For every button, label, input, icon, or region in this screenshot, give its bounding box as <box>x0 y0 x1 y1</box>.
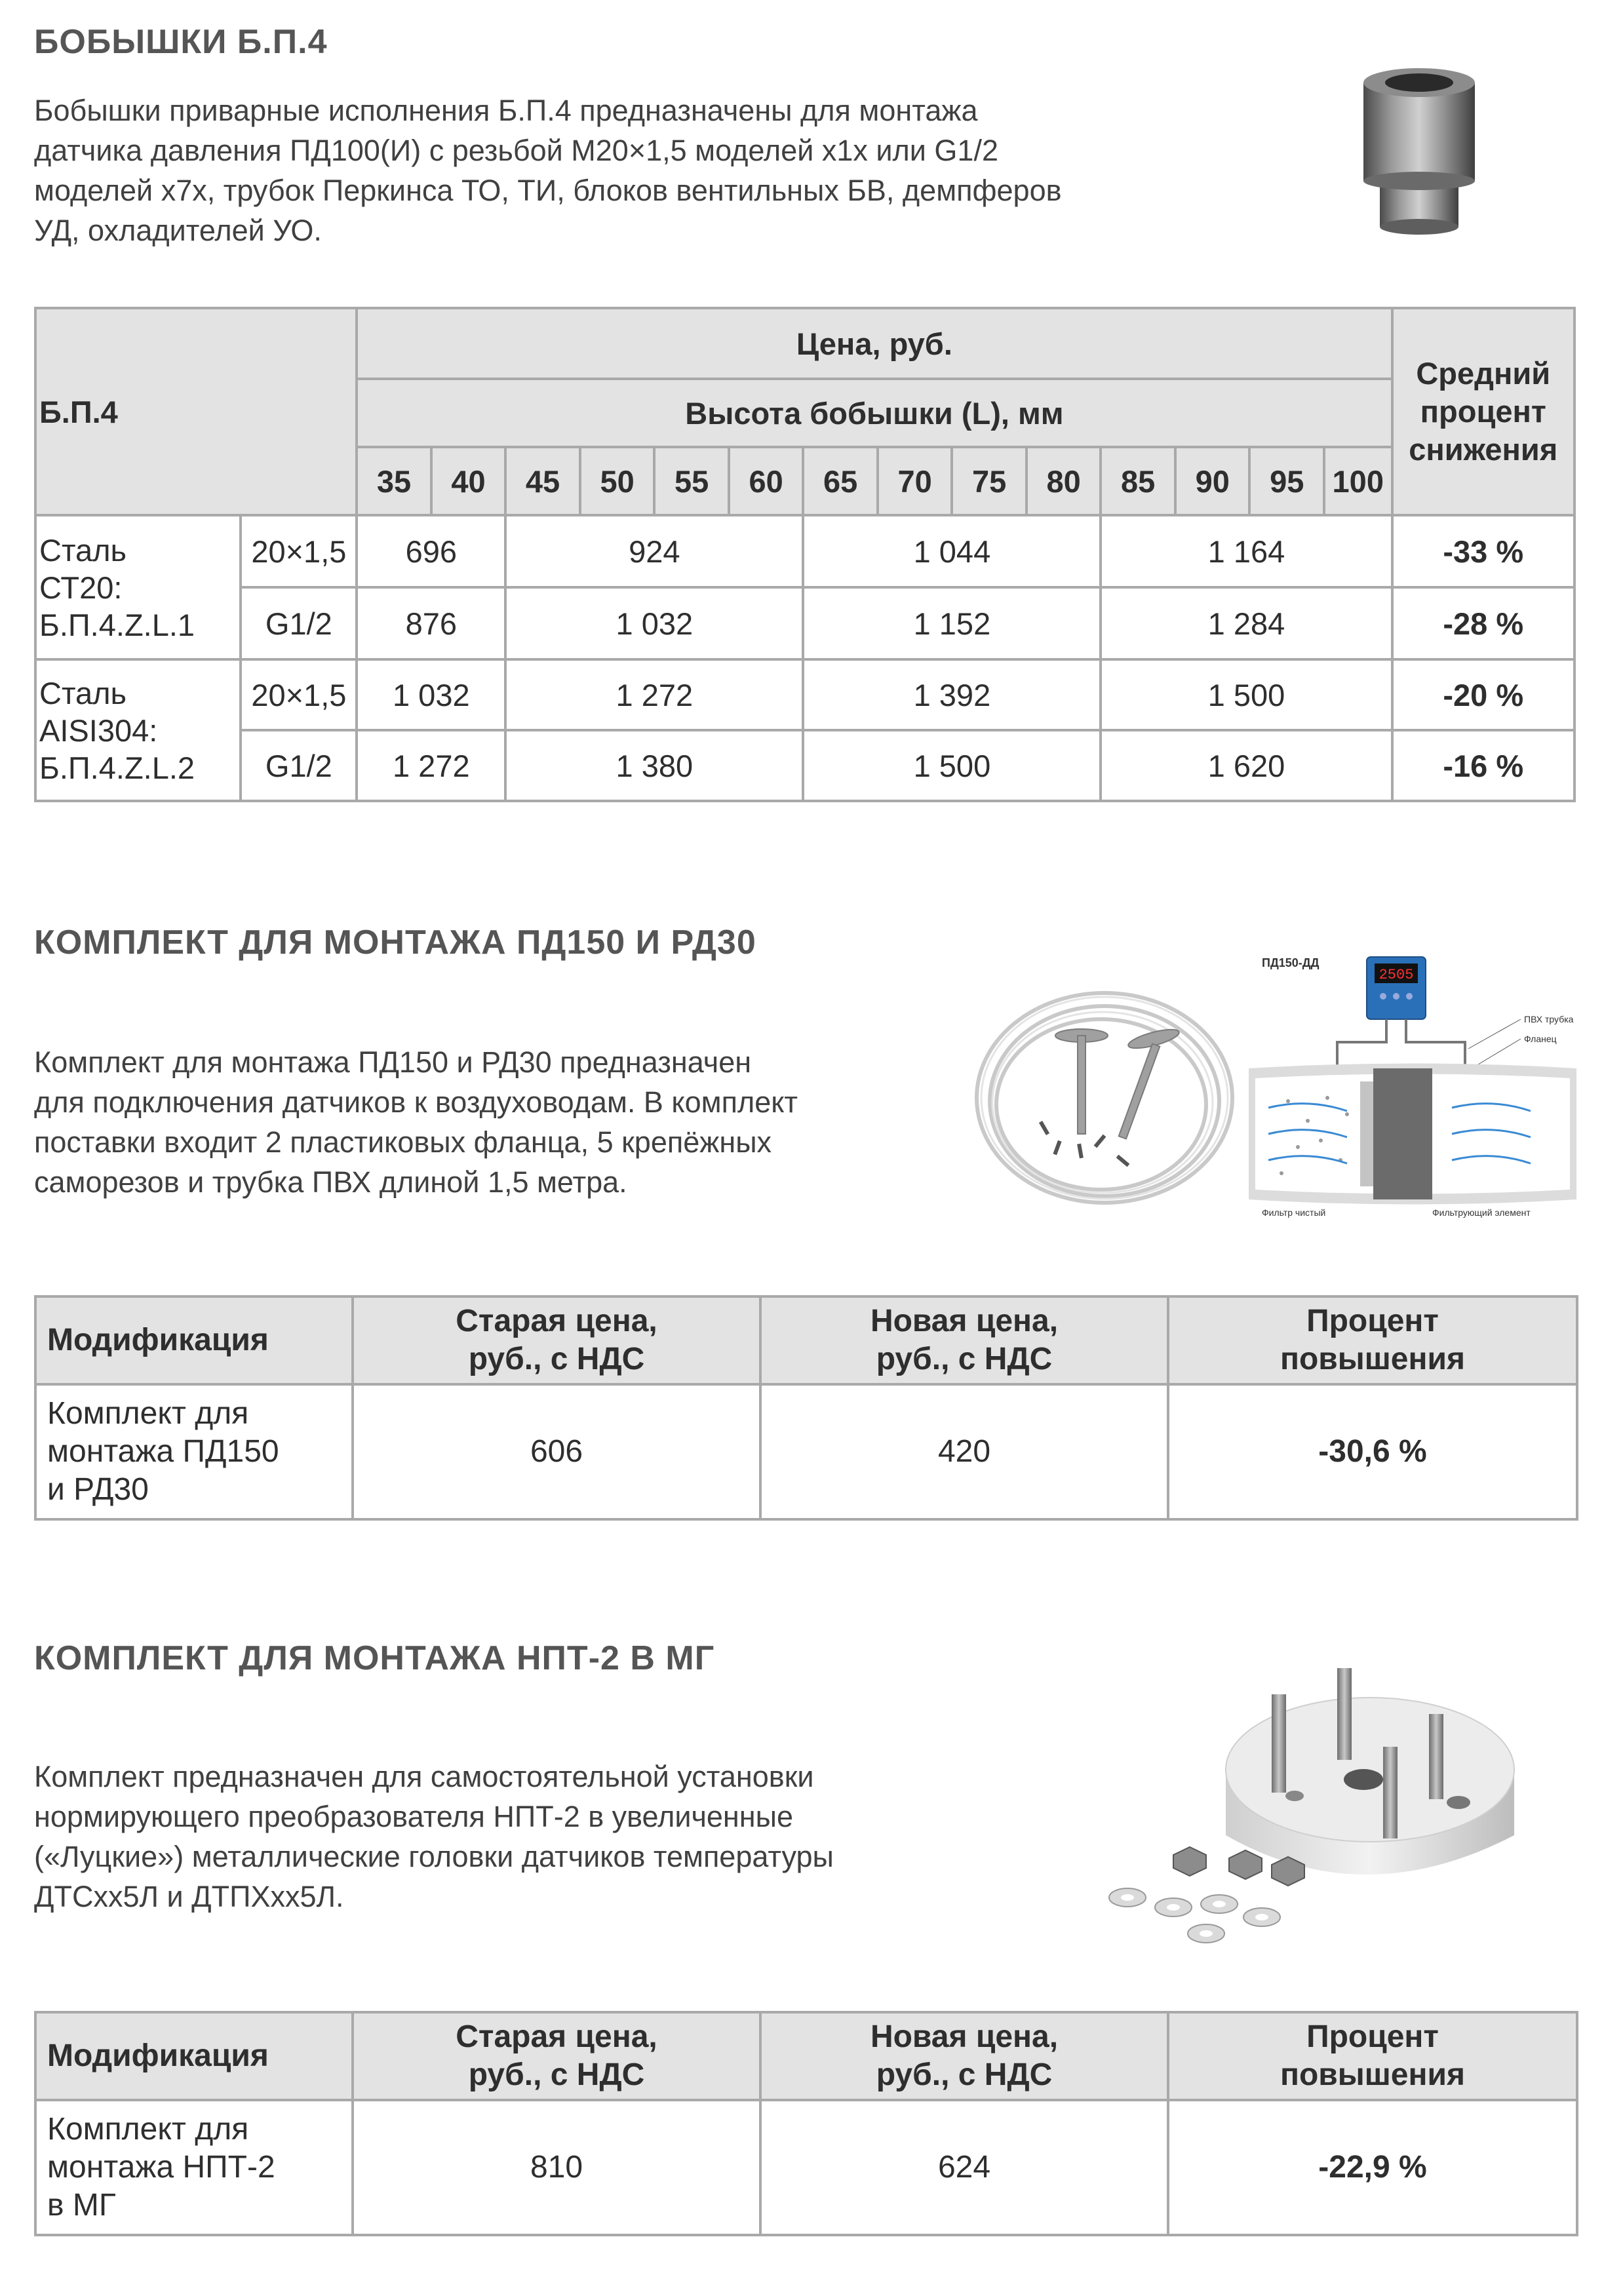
price-cell: 1 032 <box>357 659 505 730</box>
desc-line: датчика давления ПД100(И) с резьбой М20×1,5 моделей х1х или G1/2 <box>34 134 998 167</box>
header-modification: Модификация <box>35 1296 353 1384</box>
duct-connection-diagram <box>1249 950 1576 1226</box>
header-line: Старая цена, <box>456 1304 657 1338</box>
price-cell: 1 272 <box>357 730 505 801</box>
name-line: и РД30 <box>47 1472 149 1507</box>
section-title-npt2: КОМПЛЕКТ ДЛЯ МОНТАЖА НПТ-2 В МГ <box>34 1639 715 1677</box>
material-line: Сталь <box>39 532 127 568</box>
header-line: руб., с НДС <box>468 1342 645 1376</box>
header-new-price <box>760 2012 1168 2100</box>
header-percent <box>1168 2012 1577 2100</box>
thread-cell: G1/2 <box>241 730 357 801</box>
desc-line: Комплект для монтажа ПД150 и РД30 предназначен <box>34 1045 752 1079</box>
modification-name-cell <box>35 1384 353 1519</box>
percent-cell: -22,9 % <box>1168 2100 1577 2235</box>
desc-line: («Луцкие») металлические головки датчиков температуры <box>34 1840 834 1873</box>
price-cell: 1 620 <box>1101 730 1392 801</box>
diagram-display-readout: 2505 <box>1379 967 1414 983</box>
npt2-kit-price-table <box>34 2011 1578 2236</box>
height-col: 95 <box>1249 447 1324 515</box>
height-col: 70 <box>878 447 952 515</box>
height-header: Высота бобышки (L), мм <box>357 379 1392 447</box>
price-cell: 1 032 <box>505 587 803 659</box>
desc-line: нормирующего преобразователя НПТ-2 в увеличенные <box>34 1800 794 1833</box>
desc-line: для подключения датчиков к воздуховодам. В комплект <box>34 1085 798 1119</box>
price-cell: 1 500 <box>1101 659 1392 730</box>
price-header: Цена, руб. <box>357 308 1392 379</box>
name-line: монтажа НПТ-2 <box>47 2150 275 2185</box>
height-col: 60 <box>729 447 804 515</box>
mounting-kit-tube-image <box>964 957 1245 1232</box>
height-col: 100 <box>1324 447 1392 515</box>
height-col: 85 <box>1101 447 1175 515</box>
desc-line: саморезов и трубка ПВХ длиной 1,5 метра. <box>34 1165 627 1199</box>
material-line: AISI304: <box>39 712 158 748</box>
avg-reduction-cell: -28 % <box>1392 587 1574 659</box>
header-line: Старая цена, <box>456 2019 657 2054</box>
boss-fitting-image <box>1350 63 1488 246</box>
material-line: Б.П.4.Z.L.1 <box>39 607 195 642</box>
percent-cell: -30,6 % <box>1168 1384 1577 1519</box>
desc-line: ДТСхх5Л и ДТПХхх5Л. <box>34 1880 344 1913</box>
header-modification: Модификация <box>35 2012 353 2100</box>
avg-reduction-header <box>1392 308 1574 515</box>
price-cell: 696 <box>357 515 505 587</box>
old-price-cell: 810 <box>353 2100 760 2235</box>
section-description-npt2 <box>34 1757 1017 1917</box>
height-col: 40 <box>431 447 506 515</box>
npt2-mounting-kit-image <box>1075 1639 1534 1953</box>
pd150-kit-price-table <box>34 1295 1578 1521</box>
avg-reduction-cell: -16 % <box>1392 730 1574 801</box>
header-line: Процент <box>1306 2019 1439 2054</box>
header-line: Средний <box>1416 356 1551 391</box>
header-line: руб., с НДС <box>876 1342 1053 1376</box>
old-price-cell: 606 <box>353 1384 760 1519</box>
header-line: Новая цена, <box>870 2019 1059 2054</box>
price-cell: 1 272 <box>505 659 803 730</box>
height-col: 65 <box>803 447 878 515</box>
new-price-cell: 624 <box>760 2100 1168 2235</box>
header-line: процент <box>1420 394 1546 429</box>
avg-reduction-cell: -33 % <box>1392 515 1574 587</box>
header-old-price <box>353 2012 760 2100</box>
diagram-label-tube: ПВХ трубка <box>1524 1014 1574 1024</box>
price-cell: 924 <box>505 515 803 587</box>
bobyshki-price-table <box>34 307 1576 802</box>
name-line: монтажа ПД150 <box>47 1434 279 1469</box>
header-line: повышения <box>1280 1342 1466 1376</box>
thread-cell: 20×1,5 <box>241 515 357 587</box>
price-cell: 1 380 <box>505 730 803 801</box>
height-col: 80 <box>1027 447 1101 515</box>
material-line: Б.П.4.Z.L.2 <box>39 750 195 785</box>
desc-line: Бобышки приварные исполнения Б.П.4 предназначены для монтажа <box>34 94 978 127</box>
diagram-device-label: ПД150-ДД <box>1262 956 1320 969</box>
header-old-price <box>353 1296 760 1384</box>
height-col: 75 <box>952 447 1027 515</box>
section-title-bobyshki: БОБЫШКИ Б.П.4 <box>34 23 328 61</box>
desc-line: моделей х7х, трубок Перкинса ТО, ТИ, блоков вентильных БВ, демпферов <box>34 174 1062 207</box>
header-line: Процент <box>1306 1304 1439 1338</box>
name-line: Комплект для <box>47 1396 249 1431</box>
price-cell: 1 152 <box>803 587 1101 659</box>
avg-reduction-cell: -20 % <box>1392 659 1574 730</box>
height-col: 50 <box>580 447 655 515</box>
desc-line: поставки входит 2 пластиковых фланца, 5 крепёжных <box>34 1125 772 1159</box>
section-title-pd150: КОМПЛЕКТ ДЛЯ МОНТАЖА ПД150 И РД30 <box>34 924 756 962</box>
diagram-label-clean-filter: Фильтр чистый <box>1262 1207 1326 1218</box>
header-line: повышения <box>1280 2057 1466 2092</box>
header-line: Новая цена, <box>870 1304 1059 1338</box>
height-col: 35 <box>357 447 431 515</box>
height-col: 55 <box>654 447 729 515</box>
header-line: руб., с НДС <box>468 2057 645 2092</box>
price-cell: 1 164 <box>1101 515 1392 587</box>
material-line: Сталь <box>39 675 127 710</box>
height-col: 45 <box>505 447 580 515</box>
price-cell: 1 392 <box>803 659 1101 730</box>
price-cell: 876 <box>357 587 505 659</box>
header-new-price <box>760 1296 1168 1384</box>
price-cell: 1 044 <box>803 515 1101 587</box>
diagram-label-flange: Фланец <box>1524 1034 1557 1044</box>
name-line: в МГ <box>47 2188 116 2223</box>
material-line: СТ20: <box>39 570 123 605</box>
diagram-label-filter-element: Фильтрующий элемент <box>1432 1207 1531 1218</box>
header-percent <box>1168 1296 1577 1384</box>
desc-line: Комплект предназначен для самостоятельной установки <box>34 1760 814 1793</box>
section-description-pd150 <box>34 1042 952 1202</box>
price-cell: 1 500 <box>803 730 1101 801</box>
material-cell <box>35 659 241 801</box>
height-col: 90 <box>1175 447 1250 515</box>
section-description-bobyshki <box>34 90 1280 250</box>
header-line: снижения <box>1409 432 1558 467</box>
name-line: Комплект для <box>47 2112 249 2147</box>
price-cell: 1 284 <box>1101 587 1392 659</box>
header-line: руб., с НДС <box>876 2057 1053 2092</box>
modification-name-cell <box>35 2100 353 2235</box>
corner-header: Б.П.4 <box>35 308 357 515</box>
new-price-cell: 420 <box>760 1384 1168 1519</box>
thread-cell: 20×1,5 <box>241 659 357 730</box>
desc-line: УД, охладителей УО. <box>34 214 322 247</box>
material-cell <box>35 515 241 659</box>
thread-cell: G1/2 <box>241 587 357 659</box>
